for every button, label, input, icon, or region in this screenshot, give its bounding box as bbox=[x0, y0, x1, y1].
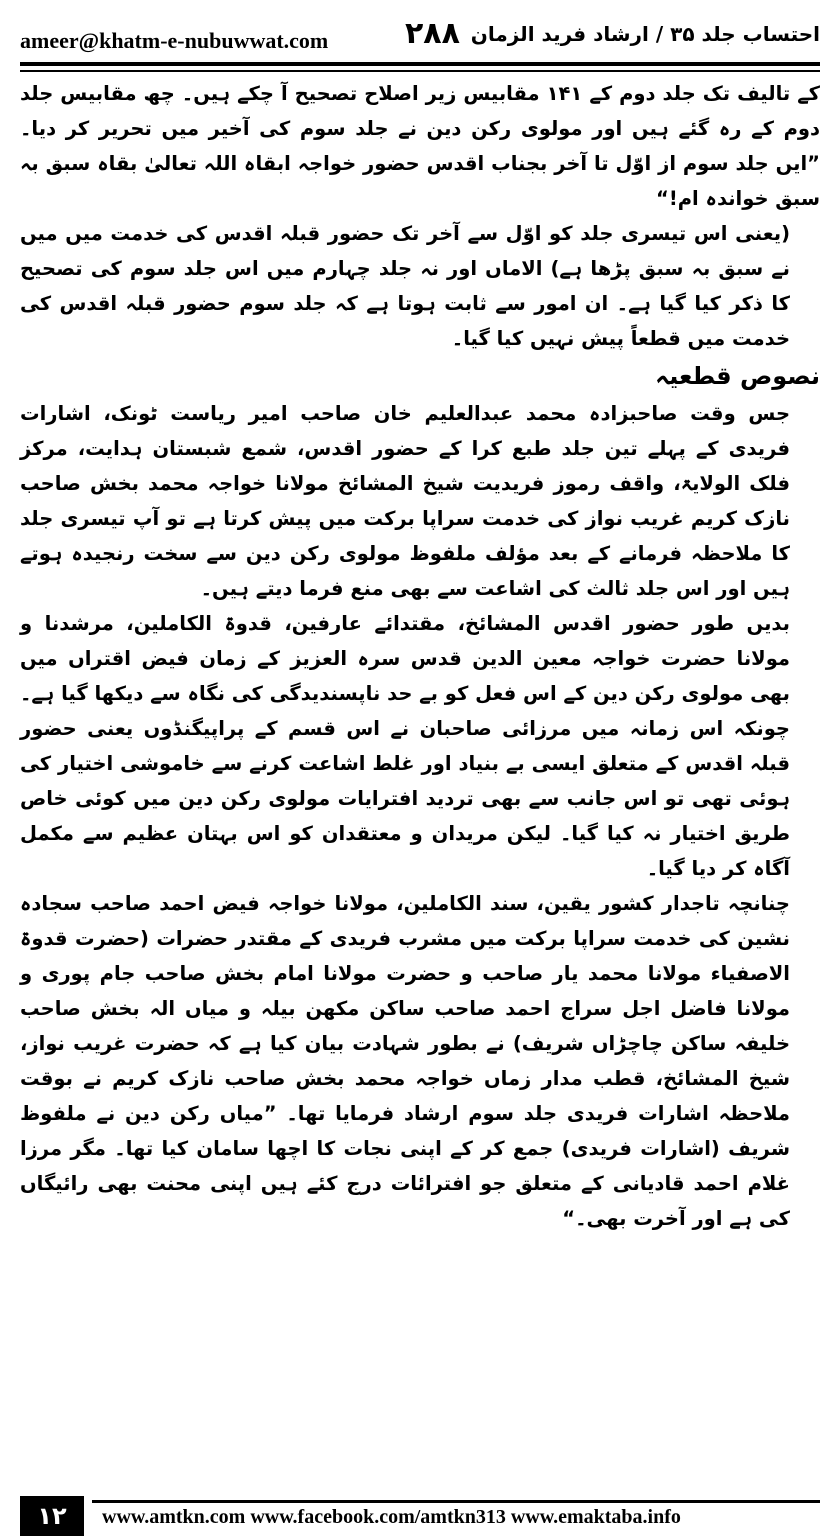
paragraph-3: جس وقت صاحبزادہ محمد عبدالعلیم خان صاحب امیر ریاست ٹونک، اشارات فریدی کے پہلے تین جلد طبع کرا کے حضور اقدس، شمع شبستان ہدایت، مرکز فلک الولایۃ، واقف رموز فریدیت شیخ المشائخ مولانا خواجہ محمد بخش صاحب نازک کریم غریب نواز کی خدمت سراپا برکت میں پیش کرتا ہے تو آپ تیسری جلد کا ملاحظہ فرمانے کے بعد مؤلف ملفوظ مولوی رکن دین سے سخت رنجیدہ ہوتے ہیں اور اس جلد ثالث کی اشاعت سے بھی منع فرما دیتے ہیں۔ bbox=[20, 402, 790, 600]
page-header bbox=[20, 10, 820, 54]
header-rule-thin bbox=[20, 70, 820, 72]
footer-links: www.amtkn.com www.facebook.com/amtkn313 www.emaktaba.info bbox=[102, 1506, 681, 1528]
header-title: احتساب جلد ۳۵ / ارشاد فرید الزمان bbox=[470, 22, 820, 46]
page-footer bbox=[20, 1496, 820, 1536]
header-page-number: ۲۸۸ bbox=[405, 16, 460, 51]
footer-rule bbox=[92, 1500, 820, 1503]
footer-page-number: ۱۲ bbox=[20, 1496, 84, 1536]
paragraph-5: چنانچہ تاجدار کشور یقین، سند الکاملین، مولانا خواجہ فیض احمد صاحب سجادہ نشین کی خدمت سراپا برکت میں مشرب فریدی کے مقتدر حضرات (حضرت قدوۃ الاصفیاء مولانا محمد یار صاحب و حضرت مولانا امام بخش صاحب جام پوری و مولانا فاضل اجل سراج احمد صاحب ساکن مکھن بیلہ و میاں الہ بخش صاحب خلیفہ ساکن چاچڑاں شریف) نے بطور شہادت بیان کیا ہے کہ حضرت غریب نواز، شیخ المشائخ، قطب مدار زماں خواجہ محمد بخش صاحب نازک کریم نے بوقت ملاحظہ اشارات فریدی جلد سوم ارشاد فرمایا تھا۔ ”میاں رکن دین نے ملفوظ شریف (اشارات فریدی) جمع کر کے اپنی نجات کا اچھا سامان کیا تھا۔ مگر مرزا غلام احمد قادیانی کے متعلق جو افترائات درج کئے ہیں اپنی محنت بھی رائیگاں کی ہے اور آخرت بھی۔“ bbox=[20, 892, 790, 1230]
paragraph-1: کے تالیف تک جلد دوم کے ۱۴۱ مقابیس زیر اصلاح تصحیح آ چکے ہیں۔ چھ مقابیس جلد دوم کے رہ گئے ہیں اور مولوی رکن دین نے جلد سوم کی آخیر میں تحریر کر دیا۔ ”ایں جلد سوم از اوّل تا آخر بجناب اقدس حضور خواجہ ابقاہ اللہ تعالیٰ بقاہ سبق بہ سبق خواندہ ام!“ bbox=[20, 82, 820, 210]
header-email: ameer@khatm-e-nubuwwat.com bbox=[20, 28, 329, 53]
header-rule bbox=[20, 62, 820, 66]
paragraph-4: بدیں طور حضور اقدس المشائخ، مقتدائے عارفین، قدوۃ الکاملین، مرشدنا و مولانا حضرت خواجہ معین الدین قدس سرہ العزیز کے زمان فیض اقتراں میں بھی مولوی رکن دین کے اس فعل کو بے حد ناپسندیدگی کی نگاہ سے دیکھا گیا ہے۔ چونکہ اس زمانہ میں مرزائی صاحبان نے اس قسم کے پراپیگنڈوں یعنی حضور قبلہ اقدس کے متعلق ایسی بے بنیاد اور غلط اشاعت کرنے سے خاموشی اختیار کی ہوئی تھی تو اس جانب سے بھی تردید افترایات مولوی رکن دین میں کوئی خاص طریق اختیار نہ کیا گیا۔ لیکن مریدان و معتقدان کو اس بہتان عظیم سے مکمل آگاہ کر دیا گیا۔ bbox=[20, 612, 790, 880]
page-body bbox=[20, 76, 820, 1236]
section-heading: نصوص قطعیہ bbox=[655, 362, 820, 390]
paragraph-2: (یعنی اس تیسری جلد کو اوّل سے آخر تک حضور قبلہ اقدس کی خدمت میں میں نے سبق بہ سبق پڑھا ہے) الاماں اور نہ جلد چہارم میں اس جلد سوم کی تصحیح کا ذکر کیا گیا ہے۔ ان امور سے ثابت ہوتا ہے کہ جلد سوم حضور قبلہ اقدس کی خدمت میں قطعاً پیش نہیں کیا گیا۔ bbox=[20, 222, 790, 350]
